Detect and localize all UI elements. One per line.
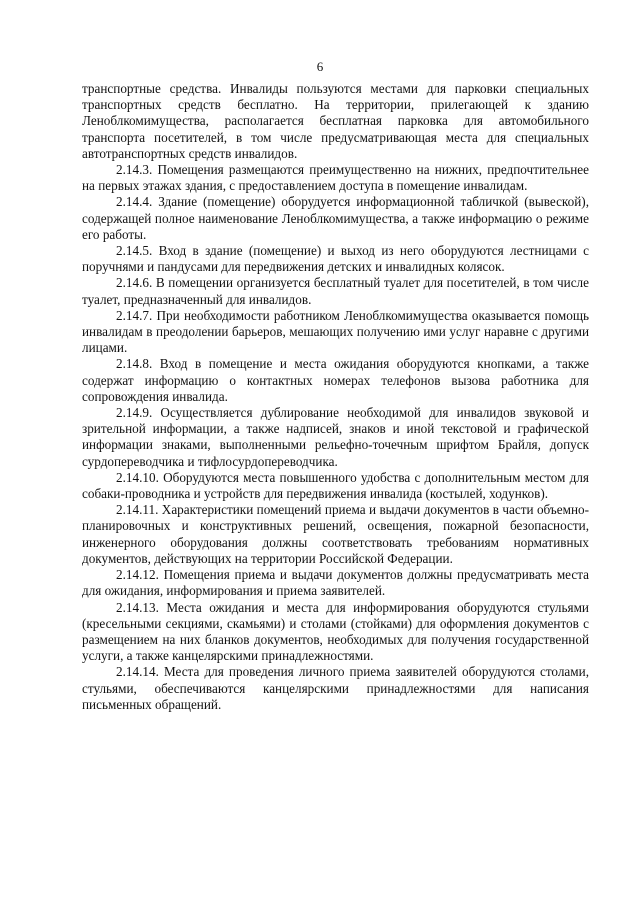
paragraph-2-14-6: 2.14.6. В помещении организуется бесплатный туалет для посетителей, в том числе туалет, предназначенный для инвалидов. — [82, 275, 589, 307]
paragraph-2-14-10: 2.14.10. Оборудуются места повышенного удобства с дополнительным местом для собаки-проводника и устройств для передвижения инвалида (костылей, ходунков). — [82, 469, 589, 502]
paragraph-2-14-4: 2.14.4. Здание (помещение) оборудуется информационной табличкой (вывеской), содержащей полное наименование Леноблкомимущества, а также информацию о режиме его работы. — [82, 194, 589, 242]
paragraph-2-14-5: 2.14.5. Вход в здание (помещение) и выход из него оборудуются лестницами с поручнями и пандусами для передвижения детских и инвалидных колясок. — [82, 243, 589, 275]
paragraph-2-14-7: 2.14.7. При необходимости работником Леноблкомимущества оказывается помощь инвалидам в преодолении барьеров, мешающих получению ими услуг наравне с другими лицами. — [82, 307, 589, 356]
paragraph-2-14-13: 2.14.13. Места ожидания и места для информирования оборудуются стульями (кресельными секциями, скамьями) и столами (стойками) для оформления документов с размещением на них бланков документов, необходимых для получения государственной услуги, а также канцелярскими принадлежностями. — [82, 599, 589, 664]
page-number: 6 — [316, 59, 324, 74]
document-body — [82, 81, 589, 713]
paragraph-2-14-11: 2.14.11. Характеристики помещений приема и выдачи документов в части объемно-планировочных и конструктивных решений, освещения, пожарной безопасности, инженерного оборудования должны соответствовать требованиям нормативных документов, действующих на территории Российской Федерации. — [82, 502, 589, 566]
paragraph-2-14-12: 2.14.12. Помещения приема и выдачи документов должны предусматривать места для ожидания, информирования и приема заявителей. — [82, 567, 589, 599]
paragraph-2-14-3: 2.14.3. Помещения размещаются преимущественно на нижних, предпочтительнее на первых этажах здания, с предоставлением доступа в помещение инвалидам. — [82, 162, 589, 194]
paragraph-2-14-9: 2.14.9. Осуществляется дублирование необходимой для инвалидов звуковой и зрительной информации, а также надписей, знаков и иной текстовой и графической информации знаками, выполненными рельефно-точечным шрифтом Брайля, допуск сурдопереводчика и тифлосурдопереводчика. — [82, 405, 589, 469]
paragraph-continuation: транспортные средства. Инвалиды пользуются местами для парковки специальных транспортных средств бесплатно. На территории, прилегающей к зданию Леноблкомимущества, располагается бесплатная парковка для автомобильного транспорта посетителей, в том числе предусматривающая места для специальных автотранспортных средств инвалидов. — [82, 81, 589, 161]
paragraph-2-14-8: 2.14.8. Вход в помещение и места ожидания оборудуются кнопками, а также содержат информацию о контактных номерах телефонов вызова работника для сопровождения инвалида. — [82, 356, 589, 404]
paragraph-2-14-14: 2.14.14. Места для проведения личного приема заявителей оборудуются столами, стульями, обеспечиваются канцелярскими принадлежностями для написания письменных обращений. — [82, 664, 589, 712]
